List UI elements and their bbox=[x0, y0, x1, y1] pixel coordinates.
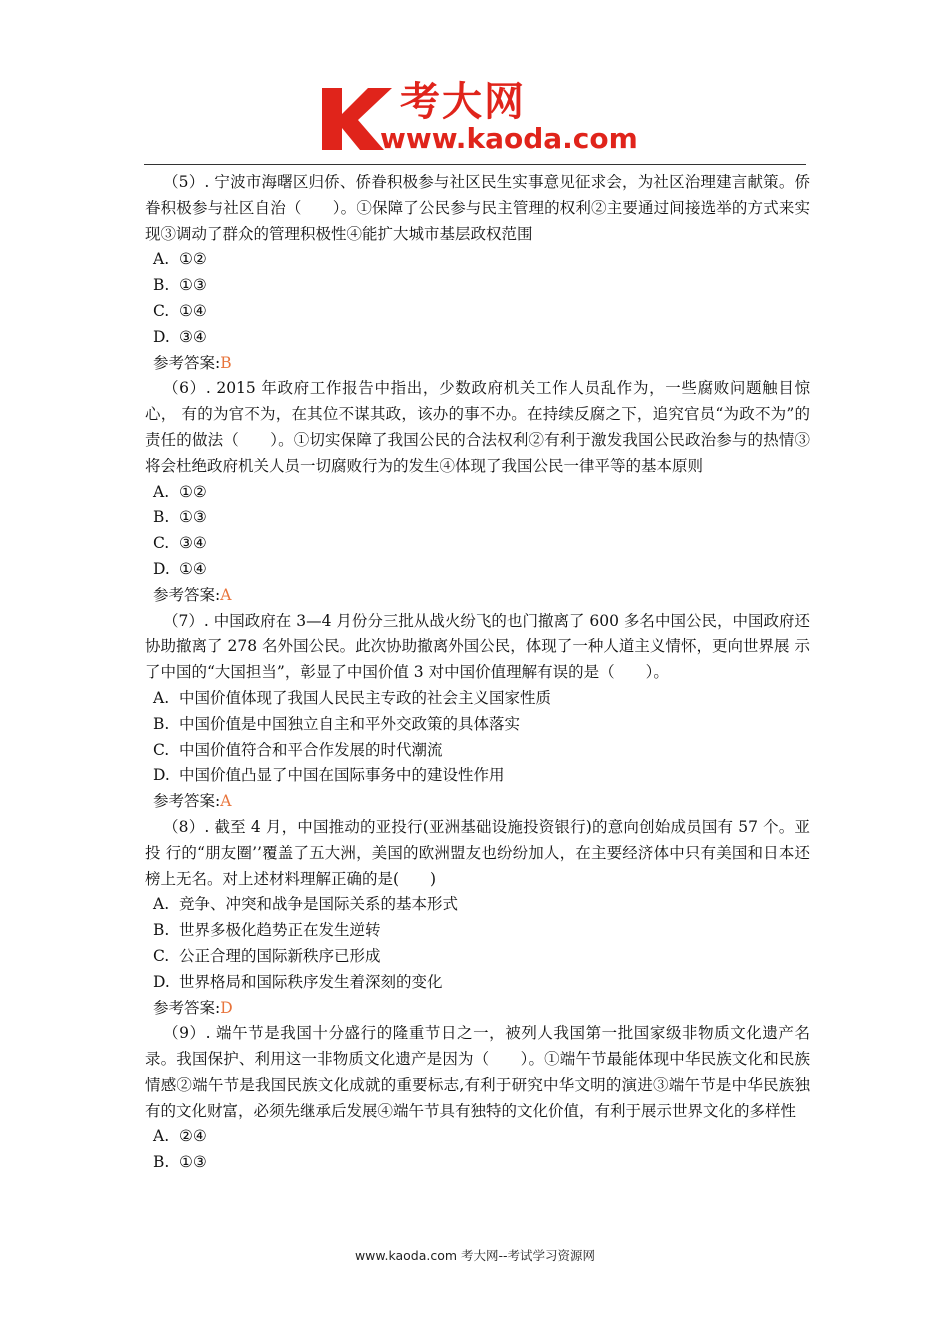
option-b bbox=[145, 505, 810, 531]
option-b bbox=[145, 918, 810, 944]
option-letter: C. bbox=[153, 534, 170, 553]
option-c bbox=[145, 531, 810, 557]
option-text: 世界格局和国际秩序发生着深刻的变化 bbox=[179, 972, 443, 991]
option-text: ①③ bbox=[179, 276, 207, 295]
option-letter: B. bbox=[153, 508, 170, 527]
option-text: ①④ bbox=[179, 301, 207, 320]
option-letter: B. bbox=[153, 276, 170, 295]
logo-url-text: www.kaoda.com bbox=[380, 122, 638, 155]
option-text: ①③ bbox=[179, 508, 207, 527]
question-block bbox=[145, 170, 810, 376]
question-block bbox=[145, 815, 810, 1021]
option-b bbox=[145, 712, 810, 738]
site-logo[interactable] bbox=[318, 80, 648, 158]
answer-value: D bbox=[220, 998, 233, 1017]
option-text: ①② bbox=[179, 482, 207, 501]
option-a bbox=[145, 480, 810, 506]
option-d bbox=[145, 763, 810, 789]
option-c bbox=[145, 299, 810, 325]
page-footer: www.kaoda.com 考大网--考试学习资源网 bbox=[354, 1248, 596, 1263]
question-stem: （7）. 中国政府在 3—4 月份分三批从战火纷飞的也门撤离了 600 多名中国公民，中国政府还 协助撤离了 278 名外国公民。此次协助撤离外国公民，体现了一种人道主义情怀，更向世界展 示了中国的“大国担当”，彰显了中国价值 3 对中国价值理解有误的是（ ）。 bbox=[145, 611, 810, 682]
option-text: 竞争、冲突和战争是国际关系的基本形式 bbox=[179, 895, 459, 914]
option-text: ②④ bbox=[179, 1127, 207, 1146]
option-a bbox=[145, 1124, 810, 1150]
answer-label: 参考答案: bbox=[153, 792, 221, 811]
option-letter: C. bbox=[153, 301, 170, 320]
question-stem: （5）. 宁波市海曙区归侨、侨眷积极参与社区民生实事意见征求会，为社区治理建言献策。侨眷积极参与社区自治（ ）。①保障了公民参与民主管理的权利②主要通过间接选举的方式来实现③调动了群众的管理积极性④能扩大城市基层政权范围 bbox=[145, 173, 810, 243]
option-text: 中国价值符合和平合作发展的时代潮流 bbox=[179, 740, 443, 759]
option-text: 公正合理的国际新秩序已形成 bbox=[179, 946, 381, 965]
header-divider bbox=[144, 164, 806, 165]
option-a bbox=[145, 247, 810, 273]
option-letter: B. bbox=[153, 921, 170, 940]
answer-label: 参考答案: bbox=[153, 998, 221, 1017]
question-list bbox=[145, 170, 810, 1176]
option-a bbox=[145, 892, 810, 918]
option-text: ①② bbox=[179, 250, 207, 269]
option-d bbox=[145, 970, 810, 996]
option-letter: B. bbox=[153, 714, 170, 733]
option-letter: C. bbox=[153, 946, 170, 965]
option-letter: A. bbox=[153, 688, 170, 707]
question-block bbox=[145, 609, 810, 815]
option-letter: A. bbox=[153, 1127, 170, 1146]
option-letter: D. bbox=[153, 327, 170, 346]
answer-value: B bbox=[220, 353, 232, 372]
answer-line bbox=[145, 583, 810, 609]
question-stem: （9）. 端午节是我国十分盛行的隆重节日之一，被列人我国第一批国家级非物质文化遗产名 录。我国保护、利用这一非物质文化遗产是因为（ ）。①端午节最能体现中华民族文化和民族情感②端午节是我国民族文化成就的重要标志,有利于研究中华文明的演进③端午节是中华民族独有的文化财富，必须先继承后发展④端午节具有独特的文化价值，有利于展示世界文化的多样性 bbox=[145, 1024, 810, 1120]
option-d bbox=[145, 557, 810, 583]
question-stem: （6）. 2015 年政府工作报告中指出，少数政府机关工作人员乱作为，一些腐败问题触目惊心， 有的为官不为，在其位不谋其政，该办的事不办。在持续反腐之下，追究官员“为政不为”的责任的做法（ ）。①切实保障了我国公民的合法权利②有利于激发我国公民政治参与的热情③将会杜绝政府机关人员一切腐败行为的发生④体现了我国公民一律平等的基本原则 bbox=[145, 379, 810, 475]
answer-value: A bbox=[220, 585, 232, 604]
option-text: 中国价值凸显了中国在国际事务中的建设性作用 bbox=[179, 766, 505, 785]
option-text: ③④ bbox=[179, 327, 207, 346]
option-text: 中国价值体现了我国人民民主专政的社会主义国家性质 bbox=[179, 688, 552, 707]
option-text: 世界多极化趋势正在发生逆转 bbox=[179, 921, 381, 940]
option-letter: D. bbox=[153, 559, 170, 578]
option-letter: A. bbox=[153, 250, 170, 269]
option-text: 中国价值是中国独立自主和平外交政策的具体落实 bbox=[179, 714, 521, 733]
option-c bbox=[145, 738, 810, 764]
option-letter: D. bbox=[153, 972, 170, 991]
logo-chinese-text: 考大网 bbox=[400, 79, 526, 125]
question-stem: （8）. 截至 4 月，中国推动的亚投行(亚洲基础设施投资银行)的意向创始成员国有 57 个。亚投 行的“朋友圈’’覆盖了五大洲，美国的欧洲盟友也纷纷加人，在主要经济体中只有美国和日本还榜上无名。对上述材料理解正确的是( ) bbox=[145, 817, 810, 888]
option-text: ③④ bbox=[179, 534, 207, 553]
option-d bbox=[145, 325, 810, 351]
answer-line bbox=[145, 789, 810, 815]
answer-line bbox=[145, 351, 810, 377]
option-letter: B. bbox=[153, 1153, 170, 1172]
option-letter: A. bbox=[153, 895, 170, 914]
option-text: ①③ bbox=[179, 1153, 207, 1172]
answer-label: 参考答案: bbox=[153, 353, 221, 372]
option-b bbox=[145, 273, 810, 299]
option-text: ①④ bbox=[179, 559, 207, 578]
answer-label: 参考答案: bbox=[153, 585, 221, 604]
question-block bbox=[145, 376, 810, 608]
option-b bbox=[145, 1150, 810, 1176]
option-a bbox=[145, 686, 810, 712]
answer-value: A bbox=[220, 792, 232, 811]
option-letter: C. bbox=[153, 740, 170, 759]
option-c bbox=[145, 944, 810, 970]
answer-line bbox=[145, 996, 810, 1022]
option-letter: A. bbox=[153, 482, 170, 501]
question-block bbox=[145, 1021, 810, 1176]
option-letter: D. bbox=[153, 766, 170, 785]
